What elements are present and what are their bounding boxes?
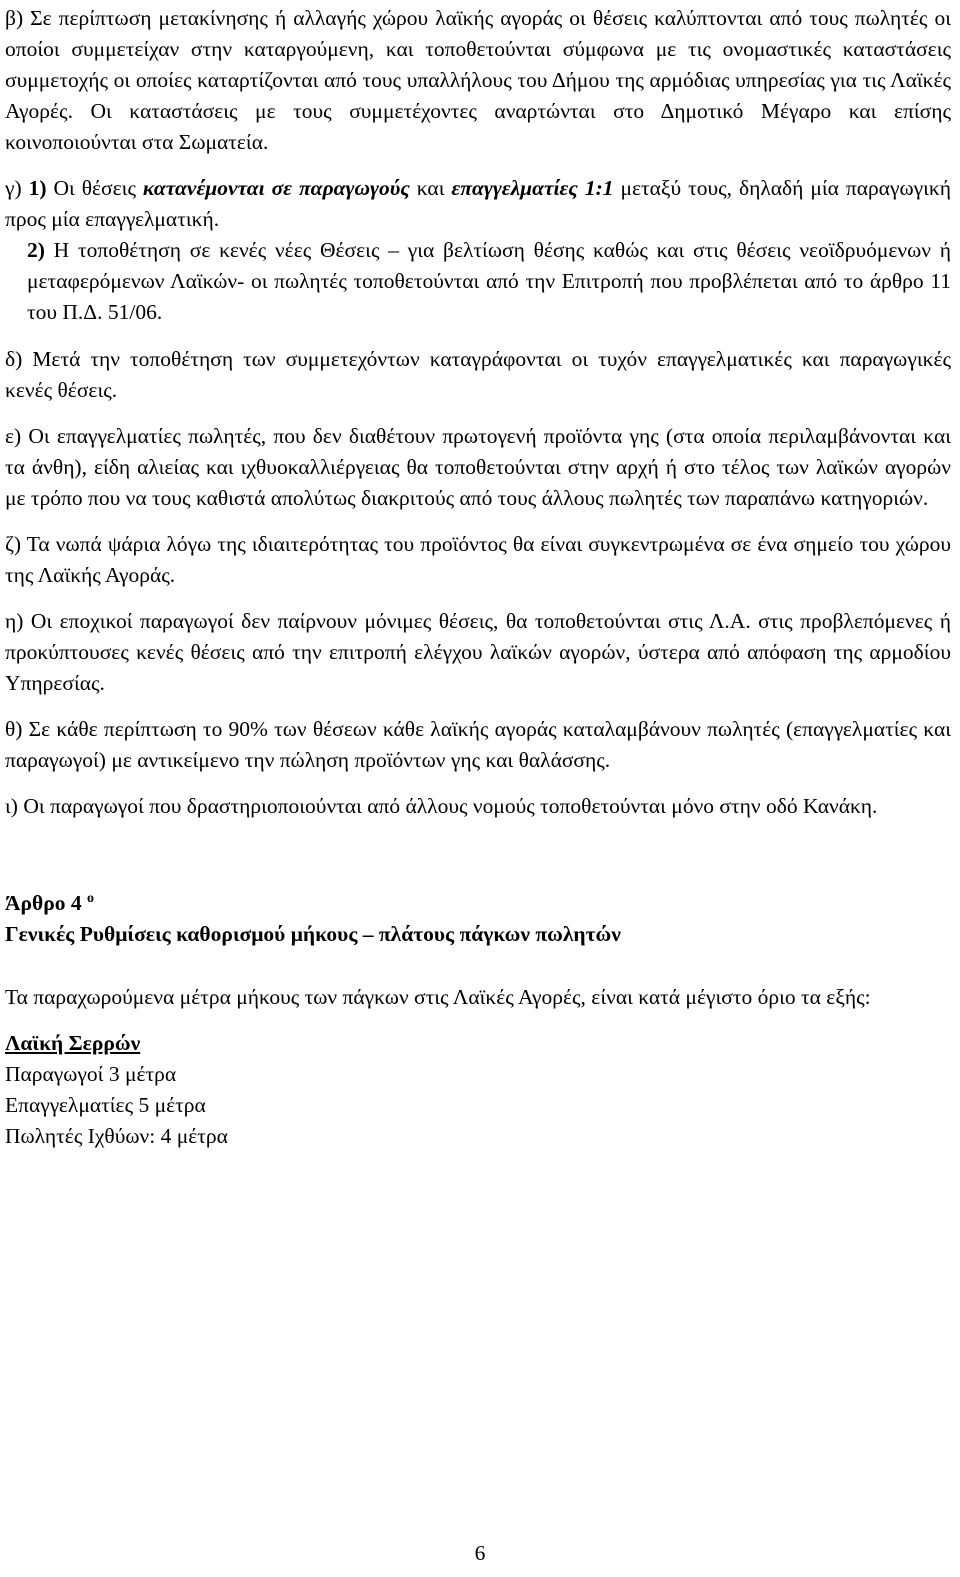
- stall-length-professionals: Επαγγελματίες 5 μέτρα: [5, 1093, 206, 1117]
- paragraph-gamma: [5, 173, 951, 235]
- article-label: Άρθρο 4: [5, 891, 82, 915]
- document-page: [5, 3, 951, 1152]
- article-superscript: ο: [87, 890, 95, 906]
- page-number: 6: [474, 1541, 486, 1565]
- paragraph-zeta: ζ) Τα νωπά ψάρια λόγω της ιδιαιτερότητας του προϊόντος θα είναι συγκεντρωμένα σε ένα σημείο του χώρου της Λαϊκής Αγοράς.: [5, 532, 951, 587]
- article-heading: [5, 888, 951, 919]
- article-intro: Τα παραχωρούμενα μέτρα μήκους των πάγκων στις Λαϊκές Αγορές, είναι κατά μέγιστο όριο τα εξής:: [5, 985, 871, 1009]
- stall-length-producers: Παραγωγοί 3 μέτρα: [5, 1062, 177, 1086]
- gamma-emphasis-professionals: επαγγελματίες 1:1: [451, 176, 614, 200]
- gamma-text-3: μεταξύ τους, δηλαδή μία παραγωγική προς μία επαγγελματική.: [5, 176, 951, 231]
- paragraph-epsilon: ε) Οι επαγγελματίες πωλητές, που δεν διαθέτουν πρωτογενή προϊόντα γης (στα οποία περιλαμβάνονται και τα άνθη), είδη αλιείας και ιχθυοκαλλιέργειας θα τοποθετούνται στην αρχή ή στο τέλος των λαϊκών αγορών με τρόπο που να τους καθιστά απολύτως διακριτούς από τους άλλους πωλητές των παραπάνω κατηγοριών.: [5, 424, 951, 510]
- gamma-emphasis-producers: κατανέμονται σε παραγωγούς: [142, 176, 410, 200]
- paragraph-delta: δ) Μετά την τοποθέτηση των συμμετεχόντων καταγράφονται οι τυχόν επαγγελματικές και παραγωγικές κενές θέσεις.: [5, 347, 951, 402]
- paragraph-iota: ι) Οι παραγωγοί που δραστηριοποιούνται από άλλους νομούς τοποθετούνται μόνο στην οδό Κανάκη.: [5, 794, 878, 818]
- gamma-item-1-number: 1): [28, 176, 47, 200]
- paragraph-beta: β) Σε περίπτωση μετακίνησης ή αλλαγής χώρου λαϊκής αγοράς οι θέσεις καλύπτονται από τους πωλητές οι οποίοι συμμετείχαν στην καταργούμενη, και τοποθετούνται σύμφωνα με τις ονομαστικές καταστάσεις συμμετοχής οι οποίες καταρτίζονται από τους υπαλλήλους του Δήμου της αρμόδιας υπηρεσίας για τις Λαϊκές Αγορές. Οι καταστάσεις με τους συμμετέχοντες αναρτώνται στο Δημοτικό Μέγαρο και επίσης κοινοποιούνται στα Σωματεία.: [5, 6, 951, 154]
- gamma-text-2: και: [409, 176, 452, 200]
- gamma-text-1: Οι θέσεις: [46, 176, 143, 200]
- paragraph-gamma-2: [5, 235, 951, 328]
- gamma-item-2-number: 2): [27, 238, 45, 262]
- gamma-prefix: γ): [5, 176, 29, 200]
- market-heading: Λαϊκή Σερρών: [5, 1031, 141, 1055]
- stall-length-fish-sellers: Πωλητές Ιχθύων: 4 μέτρα: [5, 1124, 228, 1148]
- article-title: Γενικές Ρυθμίσεις καθορισμού μήκους – πλάτους πάγκων πωλητών: [5, 922, 621, 946]
- paragraph-theta: θ) Σε κάθε περίπτωση το 90% των θέσεων κάθε λαϊκής αγοράς καταλαμβάνουν πωλητές (επαγγελματίες και παραγωγοί) με αντικείμενο την πώληση προϊόντων γης και θαλάσσης.: [5, 717, 951, 772]
- paragraph-eta: η) Οι εποχικοί παραγωγοί δεν παίρνουν μόνιμες θέσεις, θα τοποθετούνται στις Λ.Α. στις προβλεπόμενες ή προκύπτουσες κενές θέσεις από την επιτροπή ελέγχου λαϊκών αγορών, ύστερα από απόφαση της αρμοδίου Υπηρεσίας.: [5, 609, 951, 695]
- gamma-text-4: Η τοποθέτηση σε κενές νέες Θέσεις – για βελτίωση θέσης καθώς και στις θέσεις νεοϊδρυόμενων ή μεταφερόμενων Λαϊκών- οι πωλητές τοποθετούνται από την Επιτροπή που προβλέπεται από το άρθρο 11 του Π.Δ. 51/06.: [27, 238, 951, 324]
